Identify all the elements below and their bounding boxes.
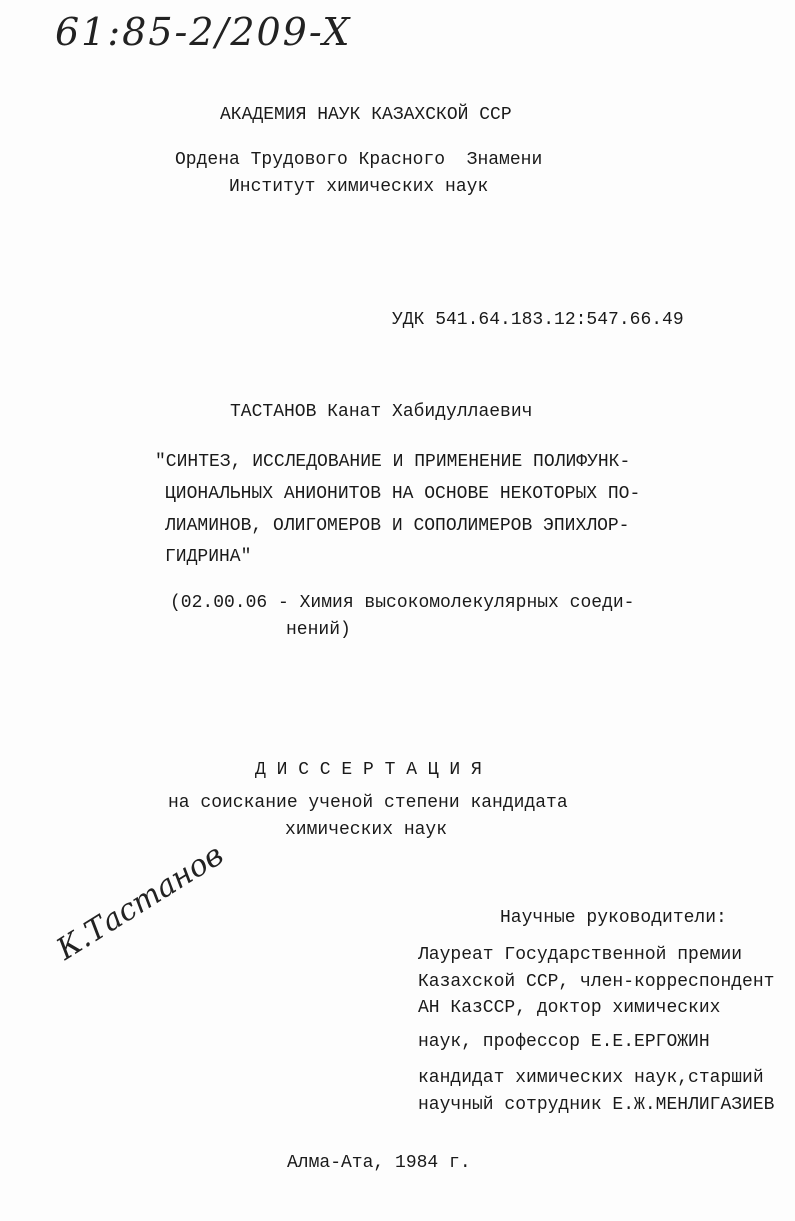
institute-line-2: Институт химических наук: [229, 177, 489, 197]
supervisor-line-6: научный сотрудник Е.Ж.МЕНЛИГАЗИЕВ: [418, 1095, 775, 1115]
title-line-1: "СИНТЕЗ, ИССЛЕДОВАНИЕ И ПРИМЕНЕНИЕ ПОЛИФУНК-: [155, 452, 631, 472]
title-line-3: ЛИАМИНОВ, ОЛИГОМЕРОВ И СОПОЛИМЕРОВ ЭПИХЛОР-: [165, 516, 630, 536]
supervisor-line-4: наук, профессор Е.Е.ЕРГОЖИН: [418, 1032, 710, 1052]
supervisor-line-3: АН КазССР, доктор химических: [418, 998, 721, 1018]
document-type: Д И С С Е Р Т А Ц И Я: [255, 760, 482, 780]
title-line-2: ЦИОНАЛЬНЫХ АНИОНИТОВ НА ОСНОВЕ НЕКОТОРЫХ ПО-: [165, 484, 641, 504]
institute-line-1: Ордена Трудового Красного Знамени: [175, 150, 543, 170]
specialty-line-2: нений): [286, 620, 351, 640]
specialty-line-1: (02.00.06 - Химия высокомолекулярных соеди-: [170, 593, 635, 613]
academy-name: АКАДЕМИЯ НАУК КАЗАХСКОЙ ССР: [220, 105, 512, 125]
degree-line-2: химических наук: [285, 820, 448, 840]
udc-code: УДК 541.64.183.12:547.66.49: [392, 310, 684, 330]
supervisors-heading: Научные руководители:: [500, 908, 727, 928]
author-name: ТАСТАНОВ Канат Хабидуллаевич: [230, 402, 533, 422]
degree-line-1: на соискание ученой степени кандидата: [168, 793, 568, 813]
supervisor-line-2: Казахской ССР, член-корреспондент: [418, 972, 775, 992]
archive-code-handwritten: 61:85-2/209-X: [55, 10, 352, 54]
author-signature: К.Тастанов: [50, 837, 230, 968]
title-line-4: ГИДРИНА": [165, 547, 252, 567]
supervisor-line-1: Лауреат Государственной премии: [418, 945, 743, 965]
supervisor-line-5: кандидат химических наук,старший: [418, 1068, 764, 1088]
place-and-year: Алма-Ата, 1984 г.: [287, 1153, 471, 1173]
